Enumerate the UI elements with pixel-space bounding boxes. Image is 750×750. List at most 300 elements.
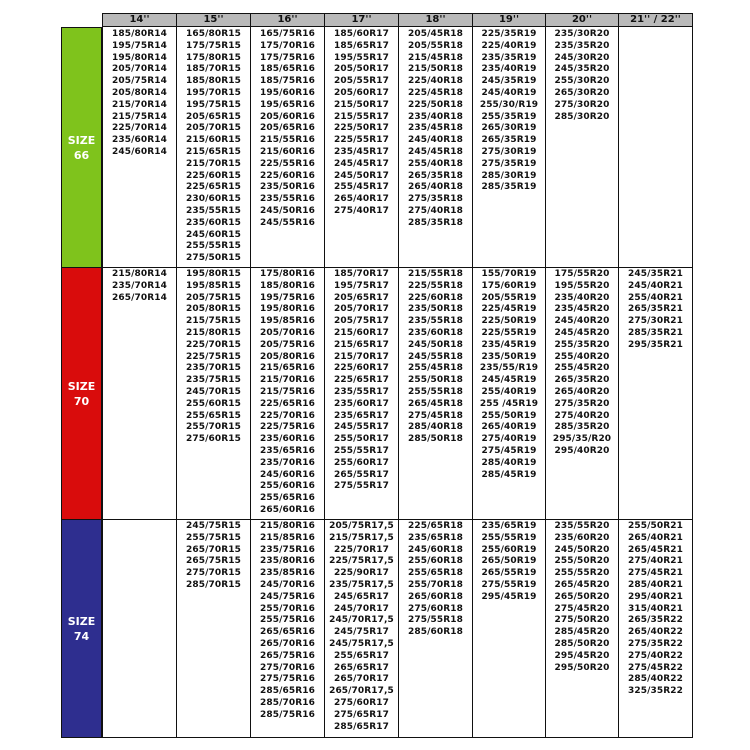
tyre-size: 275/40R19 [481,434,537,445]
tyre-size: 265/45R20 [554,579,610,590]
tyre-size: 255/55R19 [481,532,537,543]
tyre-size: 265/40R17 [334,194,389,205]
tyre-size: 235/35R20 [554,40,610,51]
tyre-size: 235/50R16 [260,182,315,193]
tyre-size: 215/80R16 [260,521,315,531]
tyre-size: 245/50R17 [334,170,389,181]
tyre-size: 255/50R17 [334,434,389,445]
tyre-size: 205/55R17 [334,76,389,87]
tyre-size: 265/55R17 [334,469,389,480]
tyre-size: 275/60R18 [408,603,463,614]
tyre-size: 185/65R16 [260,64,315,75]
tyre-size: 275/45R20 [554,603,610,614]
tyre-size: 275/30R20 [554,99,610,110]
tyre-size: 285/75R16 [260,709,315,720]
tyre-size: 275/45R22 [628,662,683,673]
tyre-size: 235/55R16 [260,194,315,205]
cell-size74-16 [251,521,324,722]
tyre-size: 215/55R16 [260,135,315,146]
cell-size66-20 [546,29,618,123]
tyre-size: 205/55R19 [481,292,537,303]
tyre-size: 285/50R20 [554,638,610,649]
cell-size74-17 [325,521,398,733]
tyre-size: 205/80R15 [186,304,241,315]
tyre-size: 215/65R17 [334,339,389,350]
tyre-size: 185/65R17 [334,40,389,51]
column-header-21-22: 21'' / 22'' [630,14,681,25]
tyre-size: 265/70R16 [260,638,315,649]
tyre-size: 265/30R20 [554,87,610,98]
tyre-size: 255/30/R19 [479,99,539,110]
tyre-size: 225/60R16 [260,170,315,181]
tyre-size: 235/55R17 [334,386,389,397]
cell-size66-16 [251,29,324,230]
tyre-size: 245/45R18 [408,146,463,157]
size-66-band [61,27,102,268]
tyre-size: 275/30R19 [481,146,537,157]
tyre-size: 235/50R18 [408,304,463,315]
tyre-size: 215/80R14 [112,269,167,279]
tyre-size: 185/70R15 [186,64,241,75]
tyre-size: 285/35R19 [481,182,537,193]
tyre-size: 205/70R16 [260,327,315,338]
tyre-size: 265/35R22 [628,615,683,626]
tyre-size: 255/75R15 [186,532,241,543]
tyre-size: 245/50R20 [554,544,610,555]
size-66-label: SIZE 66 [67,133,96,162]
group-divider [102,519,693,520]
tyre-size: 185/75R16 [260,76,315,87]
tyre-size: 245/60R18 [408,544,463,555]
tyre-size: 235/55R15 [186,205,241,216]
tyre-size: 245/35R19 [481,76,537,87]
tyre-size: 325/35R22 [628,686,683,697]
tyre-size: 205/80R14 [112,87,167,98]
tyre-size: 255/45R20 [554,363,610,374]
tyre-size: 235/50R19 [481,351,537,362]
tyre-size: 225/50R17 [334,123,389,134]
tyre-size: 275/50R15 [186,253,241,264]
tyre-size: 265/40R20 [554,386,610,397]
tyre-size: 245/55R17 [334,422,389,433]
tyre-size: 265/35R19 [481,135,537,146]
cell-size74-20 [546,521,618,674]
tyre-size: 225/40R18 [408,76,463,87]
tyre-size: 285/40R18 [408,422,463,433]
tyre-size: 205/65R15 [186,111,241,122]
tyre-size: 175/80R15 [186,52,241,63]
tyre-size: 205/70R15 [186,123,241,134]
tyre-size: 225/40R19 [481,40,537,51]
tyre-size: 275/35R18 [408,194,463,205]
tyre-size: 235/65R19 [481,521,537,531]
tyre-size: 225/45R18 [408,87,463,98]
tyre-size: 235/60R17 [334,398,389,409]
tyre-size: 215/70R17 [334,351,389,362]
tyre-size: 225/70R16 [260,410,315,421]
tyre-size: 275/35R22 [628,638,683,649]
tyre-size: 265/70R14 [112,292,167,303]
tyre-size: 235/40R19 [481,64,537,75]
tyre-size: 265/40R19 [481,422,537,433]
tyre-size: 255/50R19 [481,410,537,421]
tyre-size: 265/75R15 [186,556,241,567]
tyre-size: 255/65R16 [260,493,315,504]
tyre-size: 205/75R16 [260,339,315,350]
tyre-size: 175/60R19 [481,280,537,291]
tyre-size: 255/45R18 [408,363,463,374]
tyre-size: 225/60R18 [408,292,463,303]
tyre-size: 275/55R19 [481,579,537,590]
tyre-size: 245/70R16 [260,579,315,590]
tyre-size: 275/70R16 [260,662,315,673]
tyre-size: 205/60R17 [334,87,389,98]
tyre-size: 255 /45R19 [479,398,539,409]
tyre-size: 175/75R15 [186,40,241,51]
tyre-size: 265/50R19 [481,556,537,567]
tyre-size: 265/40R22 [628,627,683,638]
tyre-size: 275/50R20 [554,615,610,626]
tyre-size: 245/50R18 [408,339,463,350]
tyre-size: 255/40R18 [408,158,463,169]
tyre-size: 205/75R17,5 [329,521,394,531]
tyre-size: 285/50R18 [408,434,463,445]
tyre-size: 245/70R17 [334,603,389,614]
size-70-label: SIZE 70 [67,379,96,408]
tyre-size: 235/45R18 [408,123,463,134]
tyre-size: 235/75R16 [260,544,315,555]
tyre-size: 255/50R20 [554,556,610,567]
tyre-size: 265/40R18 [408,182,463,193]
column-header-14: 14'' [129,14,150,25]
tyre-size: 195/65R16 [260,99,315,110]
tyre-size: 225/75R17,5 [329,556,394,567]
tyre-size: 245/40R18 [408,135,463,146]
column-header-17: 17'' [351,14,372,25]
tyre-size: 185/80R16 [260,280,315,291]
tyre-size: 225/90R17 [334,568,389,579]
tyre-size: 215/55R18 [408,269,463,279]
tyre-size: 255/35R20 [554,339,610,350]
cell-size74-19 [473,521,545,604]
tyre-size: 215/60R15 [186,135,241,146]
tyre-size: 165/75R16 [260,29,315,39]
tyre-size: 275/60R15 [186,434,241,445]
tyre-size: 255/50R18 [408,375,463,386]
tyre-size: 155/70R19 [481,269,537,279]
tyre-size: 265/70R15 [186,544,241,555]
tyre-size: 265/70R17,5 [329,686,394,697]
column-header-19: 19'' [498,14,520,25]
tyre-size: 275/60R17 [334,697,389,708]
cell-size66-19 [473,29,545,194]
tyre-size: 225/75R15 [186,351,241,362]
tyre-size: 245/60R14 [112,146,167,157]
cell-size66-15 [177,29,250,265]
tyre-size: 165/80R15 [186,29,241,39]
tyre-size: 255/60R18 [408,556,463,567]
tyre-size: 285/65R16 [260,686,315,697]
tyre-size: 225/35R19 [481,29,537,39]
tyre-size: 215/55R17 [334,111,389,122]
tyre-size: 195/70R15 [186,87,241,98]
tyre-size: 275/45R18 [408,410,463,421]
tyre-size: 205/65R17 [334,292,389,303]
tyre-size: 275/40R18 [408,205,463,216]
tyre-size: 265/50R20 [554,591,610,602]
tyre-size: 205/45R18 [408,29,463,39]
tyre-size: 255/75R16 [260,615,315,626]
tyre-size: 195/75R14 [112,40,167,51]
tyre-size: 285/40R21 [628,579,683,590]
tyre-size: 230/60R15 [186,194,241,205]
cell-size70-15 [177,269,250,446]
tyre-size: 215/65R16 [260,363,315,374]
tyre-size: 195/60R16 [260,87,315,98]
tyre-size: 235/65R16 [260,445,315,456]
size-74-label: SIZE 74 [67,614,96,643]
tyre-size: 255/45R17 [334,182,389,193]
tyre-size: 255/60R16 [260,481,315,492]
tyre-size: 285/35R20 [554,422,610,433]
column-header-15: 15'' [203,14,224,25]
cell-size66-18 [399,29,472,230]
tyre-size: 245/35R20 [554,64,610,75]
tyre-size: 215/50R17 [334,99,389,110]
cell-size70-16 [251,269,324,517]
tyre-size: 215/75R16 [260,386,315,397]
tyre-size: 265/45R18 [408,398,463,409]
tyre-size: 255/60R19 [481,544,537,555]
tyre-size: 215/45R18 [408,52,463,63]
tyre-size: 255/55R15 [186,241,241,252]
tyre-size: 235/55/R19 [479,363,539,374]
tyre-size: 245/30R20 [554,52,610,63]
tyre-size: 205/70R17 [334,304,389,315]
tyre-size: 255/55R20 [554,568,610,579]
tyre-size: 265/40R21 [628,532,683,543]
tyre-size: 275/45R21 [628,568,683,579]
tyre-size: 265/75R16 [260,650,315,661]
tyre-size: 255/65R17 [334,650,389,661]
tyre-size: 295/40R20 [554,445,610,456]
tyre-size: 295/45R20 [554,650,610,661]
tyre-size: 205/75R15 [186,292,241,303]
tyre-size: 215/65R15 [186,146,241,157]
tyre-size: 265/60R16 [260,504,315,515]
cell-size74-18 [399,521,472,639]
tyre-size: 225/70R14 [112,123,167,134]
tyre-size: 175/80R16 [260,269,315,279]
tyre-size: 245/40R20 [554,316,610,327]
tyre-size: 285/40R19 [481,457,537,468]
tyre-size: 285/70R15 [186,579,241,590]
tyre-size: 235/60R20 [554,532,610,543]
tyre-size: 195/85R15 [186,280,241,291]
tyre-size: 295/35/R20 [552,434,612,445]
tyre-size: 265/35R21 [628,304,683,315]
tyre-size: 265/65R17 [334,662,389,673]
tyre-size: 235/70R16 [260,457,315,468]
tyre-size: 275/40R22 [628,650,683,661]
tyre-size: 215/70R14 [112,99,167,110]
tyre-size: 295/50R20 [554,662,610,673]
tyre-size: 205/65R16 [260,123,315,134]
tyre-size: 195/75R16 [260,292,315,303]
tyre-size: 225/65R18 [408,521,463,531]
tyre-size: 245/50R16 [260,205,315,216]
tyre-size: 265/45R21 [628,544,683,555]
tyre-size: 235/65R17 [334,410,389,421]
tyre-size: 275/55R18 [408,615,463,626]
tyre-size: 275/30R21 [628,316,683,327]
tyre-size: 235/55R18 [408,316,463,327]
tyre-size: 215/75R17,5 [329,532,394,543]
tyre-size: 215/85R16 [260,532,315,543]
tyre-size: 235/30R20 [554,29,610,39]
tyre-size: 235/40R18 [408,111,463,122]
tyre-size: 245/45R17 [334,158,389,169]
tyre-size: 235/45R19 [481,339,537,350]
tyre-size: 245/75R17,5 [329,638,394,649]
tyre-size: 245/40R19 [481,87,537,98]
tyre-size: 235/45R17 [334,146,389,157]
column-header-16: 16'' [277,14,298,25]
tyre-size: 285/60R18 [408,627,463,638]
tyre-size: 255/70R18 [408,579,463,590]
tyre-size: 285/40R22 [628,674,683,685]
tyre-size: 295/40R21 [628,591,683,602]
tyre-size: 245/45R19 [481,375,537,386]
tyre-size: 245/55R18 [408,351,463,362]
cell-size70-19 [473,269,545,481]
tyre-size: 285/65R17 [334,721,389,732]
tyre-size: 195/55R20 [554,280,610,291]
tyre-size: 235/45R20 [554,304,610,315]
tyre-size: 255/60R17 [334,457,389,468]
cell-size70-21-22 [619,269,692,352]
tyre-size: 235/75R17,5 [329,579,394,590]
tyre-size: 245/35R21 [628,269,683,279]
tyre-size: 205/70R14 [112,64,167,75]
tyre-size: 225/55R18 [408,280,463,291]
tyre-size: 205/75R14 [112,76,167,87]
tyre-size: 215/75R14 [112,111,167,122]
tyre-size: 205/60R16 [260,111,315,122]
tyre-size: 245/70R17,5 [329,615,394,626]
tyre-size: 245/75R16 [260,591,315,602]
tyre-size: 275/45R19 [481,445,537,456]
tyre-size: 215/70R16 [260,375,315,386]
tyre-size: 235/60R15 [186,217,241,228]
tyre-size: 255/60R15 [186,398,241,409]
tyre-size: 265/65R16 [260,627,315,638]
cell-size70-18 [399,269,472,446]
tyre-size: 275/35R20 [554,398,610,409]
tyre-size: 225/65R16 [260,398,315,409]
cell-size66-14 [103,29,176,159]
size-70-band [61,267,102,520]
tyre-size: 255/55R17 [334,445,389,456]
tyre-size: 225/65R17 [334,375,389,386]
tyre-size: 225/60R15 [186,170,241,181]
tyre-size: 295/35R21 [628,339,683,350]
tyre-size: 205/50R17 [334,64,389,75]
column-header-20: 20'' [571,14,593,25]
tyre-size: 175/55R20 [554,269,610,279]
tyre-size: 215/70R15 [186,158,241,169]
tyre-size: 245/40R21 [628,280,683,291]
tyre-size: 225/60R17 [334,363,389,374]
tyre-size: 265/70R17 [334,674,389,685]
tyre-size: 285/30R19 [481,170,537,181]
tyre-size: 275/35R19 [481,158,537,169]
tyre-size: 255/55R18 [408,386,463,397]
tyre-size: 235/55R20 [554,521,610,531]
tyre-size: 275/65R17 [334,709,389,720]
tyre-size: 255/70R15 [186,422,241,433]
tyre-size: 225/65R15 [186,182,241,193]
tyre-size: 195/85R16 [260,316,315,327]
group-divider [102,267,693,268]
tyre-size: 235/60R14 [112,135,167,146]
tyre-size: 285/30R20 [554,111,610,122]
cell-size74-15 [177,521,250,592]
tyre-size: 225/50R19 [481,316,537,327]
tyre-size: 315/40R21 [628,603,683,614]
tyre-size: 195/80R14 [112,52,167,63]
tyre-size: 195/55R17 [334,52,389,63]
tyre-size: 235/35R19 [481,52,537,63]
tyre-size: 255/40R21 [628,292,683,303]
tyre-size: 185/60R17 [334,29,389,39]
tyre-size: 175/70R16 [260,40,315,51]
tyre-size: 255/35R19 [481,111,537,122]
tyre-size: 195/80R15 [186,269,241,279]
tyre-size: 205/80R16 [260,351,315,362]
tyre-size: 245/60R15 [186,229,241,240]
tyre-size: 245/60R16 [260,469,315,480]
tyre-size: 245/75R15 [186,521,241,531]
tyre-size: 275/55R17 [334,481,389,492]
tyre-size: 275/70R15 [186,568,241,579]
tyre-size: 235/60R16 [260,434,315,445]
tyre-size: 275/75R16 [260,674,315,685]
column-header-18: 18'' [425,14,446,25]
tyre-size: 215/60R16 [260,146,315,157]
cell-size70-14 [103,269,176,304]
tyre-size: 265/35R18 [408,170,463,181]
tyre-size: 225/45R19 [481,304,537,315]
tyre-size: 215/50R18 [408,64,463,75]
tyre-size: 285/45R19 [481,469,537,480]
tyre-size: 225/55R17 [334,135,389,146]
tyre-size: 275/40R20 [554,410,610,421]
tyre-size: 225/75R16 [260,422,315,433]
tyre-size: 195/80R16 [260,304,315,315]
tyre-size: 185/80R14 [112,29,167,39]
tyre-size: 195/75R17 [334,280,389,291]
tyre-size: 245/70R15 [186,386,241,397]
tyre-size: 255/50R21 [628,521,683,531]
tyre-size: 225/55R16 [260,158,315,169]
tyre-size: 245/55R16 [260,217,315,228]
tyre-size: 235/70R14 [112,280,167,291]
tyre-size: 235/75R15 [186,375,241,386]
tyre-size: 285/70R16 [260,697,315,708]
tyre-size: 235/85R16 [260,568,315,579]
tyre-size: 245/65R17 [334,591,389,602]
